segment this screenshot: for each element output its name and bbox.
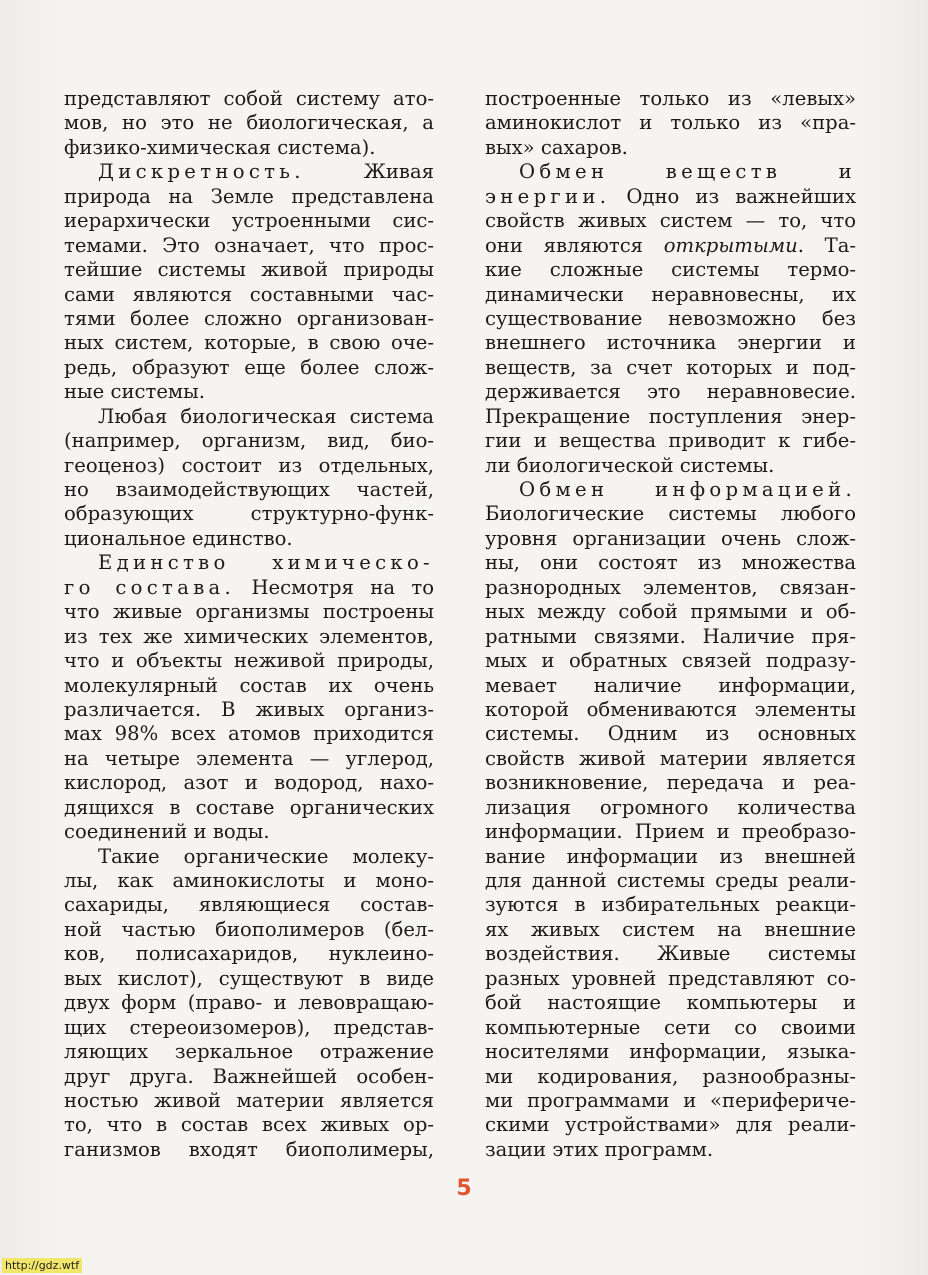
line-text: ли биологической системы. <box>485 453 775 477</box>
line-text: они являются <box>485 233 644 257</box>
text-line <box>64 967 434 991</box>
text-line <box>64 1138 434 1162</box>
text-line <box>64 674 434 698</box>
line-text: вых кислот), существуют в виде <box>64 966 434 990</box>
text-line <box>485 1089 856 1113</box>
text-line <box>64 87 434 111</box>
text-line <box>64 405 434 429</box>
line-text: ных между собой прямыми и об- <box>485 600 856 624</box>
line-text: мевает наличие информации, <box>485 673 856 697</box>
line-text: ны, они состоят из множества <box>485 551 856 575</box>
line-text: что и объекты неживой природы, <box>64 649 434 673</box>
text-line <box>64 576 434 600</box>
line-text: представляют собой систему ато- <box>64 87 434 110</box>
line-text: свойств живой материи является <box>485 746 856 770</box>
line-text: ных систем, которые, в свою оче- <box>64 331 434 355</box>
section-heading: го состава. <box>64 575 236 599</box>
line-text: из тех же химических элементов, <box>64 624 434 648</box>
text-line <box>64 356 434 380</box>
line-text: ми кодирования, разнообразны- <box>485 1064 856 1088</box>
line-text: но взаимодействующих частей, <box>64 478 434 501</box>
text-line <box>64 454 434 478</box>
line-text: свойств живых систем — то, что <box>485 209 856 233</box>
line-text: молекулярный состав их очень <box>64 673 434 697</box>
line-text: кислород, азот и водород, нахо- <box>64 771 434 795</box>
line-text: ми программами и «перифериче- <box>485 1088 856 1112</box>
text-line <box>64 796 434 820</box>
section-heading: Обмен веществ и <box>519 160 856 184</box>
text-line <box>64 478 434 502</box>
line-text: друг друга. Важнейшей особен- <box>64 1064 434 1088</box>
line-text: воздействия. Живые системы <box>485 942 856 966</box>
text-line <box>485 649 856 673</box>
text-line <box>485 209 856 233</box>
text-line <box>485 1065 856 1089</box>
text-line <box>485 771 856 795</box>
text-line <box>64 869 434 893</box>
text-line <box>64 845 434 869</box>
text-line <box>485 942 856 966</box>
line-text: дящихся в составе органических <box>64 795 434 819</box>
line-text: ков, полисахаридов, нуклеино- <box>64 942 434 966</box>
line-text: построенные только из «левых» <box>485 87 856 110</box>
line-text: соединений и воды. <box>64 820 270 844</box>
line-text: циональное единство. <box>64 526 293 550</box>
line-text: вых» сахаров. <box>485 135 628 159</box>
line-text: лизация огромного количества <box>485 795 856 819</box>
text-line <box>64 771 434 795</box>
text-line <box>485 380 856 404</box>
line-text: держивается это неравновесие. <box>485 380 856 404</box>
text-line <box>485 893 856 917</box>
text-line <box>485 527 856 551</box>
text-line <box>485 283 856 307</box>
text-line <box>64 136 434 160</box>
text-line <box>64 258 434 282</box>
line-text: то, что в состав всех живых ор- <box>64 1113 434 1137</box>
text-line <box>64 307 434 331</box>
line-text: для данной системы среды реали- <box>485 869 856 892</box>
line-text: физико-химическая система). <box>64 135 376 159</box>
section-heading: энергии. <box>485 184 611 208</box>
text-line <box>485 185 856 209</box>
text-line <box>485 796 856 820</box>
line-text: Прекращение поступления энер- <box>485 404 856 428</box>
line-text: существование невозможно без <box>485 306 856 330</box>
text-line <box>64 111 434 135</box>
line-text: ратными связями. Наличие пря- <box>485 624 856 648</box>
section-heading: Обмен информацией. <box>519 478 856 501</box>
text-line <box>64 1065 434 1089</box>
text-line <box>64 942 434 966</box>
line-text: вание информации из внешней <box>485 844 856 868</box>
text-line <box>64 160 434 184</box>
text-line <box>485 405 856 429</box>
text-line <box>64 1113 434 1137</box>
line-text: внешнего источника энергии и <box>485 331 856 355</box>
text-line <box>485 1138 856 1162</box>
text-line <box>485 136 856 160</box>
text-line <box>64 1089 434 1113</box>
line-text: динамически неравновесны, их <box>485 282 856 306</box>
line-text: тейшие системы живой природы <box>64 258 434 282</box>
text-line <box>64 625 434 649</box>
text-line <box>64 331 434 355</box>
line-text: разнородных элементов, связан- <box>485 575 856 599</box>
line-text: информации. Прием и преобразо- <box>485 820 856 844</box>
watermark-link[interactable]: http://gdz.wtf <box>2 1258 82 1273</box>
text-line <box>485 356 856 380</box>
line-text: Несмотря на то <box>251 575 434 599</box>
line-text: двух форм (право- и левовращаю- <box>64 991 434 1015</box>
text-line <box>485 698 856 722</box>
text-line <box>485 820 856 844</box>
line-text: скими устройствами» для реали- <box>485 1113 856 1137</box>
text-line <box>64 527 434 551</box>
right-text-column <box>485 87 856 1162</box>
line-text: разных уровней представляют со- <box>485 966 856 990</box>
text-line <box>485 429 856 453</box>
text-line <box>64 991 434 1015</box>
line-text: Любая биологическая система <box>98 404 434 428</box>
text-line <box>64 600 434 624</box>
line-text: ганизмов входят биополимеры, <box>64 1137 434 1161</box>
line-text: (например, организм, вид, био- <box>64 429 434 453</box>
text-line <box>64 551 434 575</box>
line-text: Такие органические молеку- <box>98 844 434 868</box>
line-text: различается. В живых организ- <box>64 697 434 721</box>
line-text: аминокислот и только из «пра- <box>485 111 856 135</box>
text-line <box>64 918 434 942</box>
text-line <box>64 209 434 233</box>
text-line <box>64 185 434 209</box>
text-line <box>485 576 856 600</box>
line-text: Биологические системы любого <box>485 502 856 526</box>
line-text: Живая <box>363 160 434 184</box>
text-line <box>64 649 434 673</box>
text-line <box>64 502 434 526</box>
line-text: ях живых систем на внешние <box>485 917 856 941</box>
line-text: гии и вещества приводит к гибе- <box>485 429 856 453</box>
text-line <box>64 234 434 258</box>
line-text: сахариды, являющиеся состав- <box>64 893 434 917</box>
line-text: веществ, за счет которых и под- <box>485 355 856 379</box>
line-text: кие сложные системы термо- <box>485 258 856 282</box>
line-text: редь, образуют еще более слож- <box>64 355 434 379</box>
line-text: на четыре элемента — углерод, <box>64 746 434 770</box>
text-line <box>485 600 856 624</box>
text-line <box>485 1113 856 1137</box>
line-text: которой обмениваются элементы <box>485 697 856 721</box>
text-line <box>485 869 856 893</box>
line-text: природа на Земле представлена <box>64 184 434 208</box>
line-text: мых и обратных связей подразу- <box>485 649 856 673</box>
line-text-tail: . Та- <box>797 233 857 257</box>
text-line <box>485 991 856 1015</box>
text-line <box>485 331 856 355</box>
text-line <box>485 1040 856 1064</box>
line-text: иерархически устроенными сис- <box>64 209 434 233</box>
line-text: ностью живой материи является <box>64 1088 434 1112</box>
text-line <box>485 258 856 282</box>
line-text: тями более сложно организован- <box>64 306 434 330</box>
page-number: 5 <box>456 1176 472 1201</box>
section-heading: Единство химическо- <box>98 551 434 575</box>
text-line <box>485 234 856 258</box>
text-line <box>485 625 856 649</box>
text-line <box>64 698 434 722</box>
text-line <box>485 674 856 698</box>
line-text: щих стереоизомеров), представ- <box>64 1015 434 1039</box>
text-line <box>485 1016 856 1040</box>
text-line <box>485 502 856 526</box>
line-text: уровня организации очень слож- <box>485 526 856 550</box>
line-text: бой настоящие компьютеры и <box>485 991 856 1015</box>
line-text: возникновение, передача и реа- <box>485 771 856 795</box>
line-text: что живые организмы построены <box>64 600 434 624</box>
line-text: геоценоз) состоит из отдельных, <box>64 453 434 477</box>
text-line <box>485 747 856 771</box>
text-line <box>485 967 856 991</box>
text-line <box>485 87 856 111</box>
text-line <box>485 551 856 575</box>
text-line <box>485 845 856 869</box>
text-line <box>485 722 856 746</box>
text-line <box>485 478 856 502</box>
line-text: образующих структурно-функ- <box>64 502 434 526</box>
text-line <box>485 454 856 478</box>
text-line <box>64 429 434 453</box>
line-text: мов, но это не биологическая, а <box>64 111 434 135</box>
line-text: ные системы. <box>64 380 205 404</box>
text-line <box>64 820 434 844</box>
line-text: сами являются составными час- <box>64 282 434 306</box>
text-line <box>64 1016 434 1040</box>
line-text: ной частью биополимеров (бел- <box>64 917 434 941</box>
line-text: Одно из важнейших <box>626 184 856 208</box>
line-text: мах 98% всех атомов приходится <box>64 722 434 746</box>
text-line <box>485 160 856 184</box>
section-heading: Дискретность. <box>98 160 305 184</box>
line-text: ляющих зеркальное отражение <box>64 1040 434 1064</box>
text-line <box>64 722 434 746</box>
text-line <box>64 283 434 307</box>
italic-term: открытыми <box>663 233 798 257</box>
line-text: системы. Одним из основных <box>485 722 856 746</box>
line-text: лы, как аминокислоты и моно- <box>64 869 434 892</box>
text-line <box>64 893 434 917</box>
text-line <box>64 1040 434 1064</box>
line-text: темами. Это означает, что прос- <box>64 233 434 257</box>
text-line <box>64 747 434 771</box>
text-line <box>485 111 856 135</box>
text-line <box>64 380 434 404</box>
text-line <box>485 918 856 942</box>
line-text: зуются в избирательных реакци- <box>485 893 856 917</box>
left-text-column <box>64 87 434 1162</box>
line-text: компьютерные сети со своими <box>485 1015 856 1039</box>
text-line <box>485 307 856 331</box>
line-text: зации этих программ. <box>485 1137 714 1161</box>
line-text: носителями информации, языка- <box>485 1040 856 1064</box>
